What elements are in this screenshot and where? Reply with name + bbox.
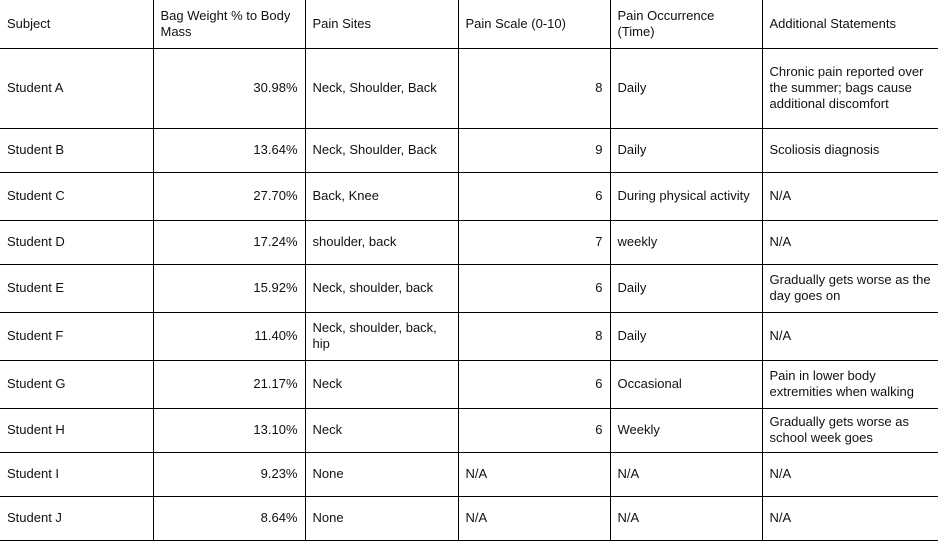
cell-subject: Student I bbox=[0, 452, 153, 496]
cell-pain-scale: 8 bbox=[458, 312, 610, 360]
cell-pain-occurrence: Weekly bbox=[610, 408, 762, 452]
table-row bbox=[0, 312, 938, 360]
header-pain-occurrence: Pain Occurrence (Time) bbox=[610, 0, 762, 48]
cell-pain-sites: None bbox=[305, 496, 458, 540]
cell-additional-statements: N/A bbox=[762, 172, 938, 220]
cell-additional-statements: Gradually gets worse as school week goes bbox=[762, 408, 938, 452]
cell-additional-statements: N/A bbox=[762, 452, 938, 496]
cell-additional-statements: Pain in lower body extremities when walking bbox=[762, 360, 938, 408]
cell-pain-occurrence: Occasional bbox=[610, 360, 762, 408]
cell-pain-scale: 6 bbox=[458, 264, 610, 312]
cell-pain-scale: 6 bbox=[458, 360, 610, 408]
cell-pain-occurrence: Daily bbox=[610, 128, 762, 172]
cell-subject: Student H bbox=[0, 408, 153, 452]
cell-pain-occurrence: Daily bbox=[610, 48, 762, 128]
cell-subject: Student A bbox=[0, 48, 153, 128]
cell-pain-occurrence: N/A bbox=[610, 452, 762, 496]
cell-subject: Student J bbox=[0, 496, 153, 540]
header-row bbox=[0, 0, 938, 48]
cell-pain-scale: 6 bbox=[458, 172, 610, 220]
cell-bag-weight: 21.17% bbox=[153, 360, 305, 408]
cell-bag-weight: 13.64% bbox=[153, 128, 305, 172]
cell-pain-sites: Neck, Shoulder, Back bbox=[305, 128, 458, 172]
cell-additional-statements: N/A bbox=[762, 312, 938, 360]
cell-subject: Student B bbox=[0, 128, 153, 172]
cell-subject: Student D bbox=[0, 220, 153, 264]
cell-additional-statements: Scoliosis diagnosis bbox=[762, 128, 938, 172]
cell-bag-weight: 17.24% bbox=[153, 220, 305, 264]
cell-pain-scale: N/A bbox=[458, 452, 610, 496]
table-row bbox=[0, 360, 938, 408]
cell-pain-sites: Neck bbox=[305, 360, 458, 408]
cell-pain-sites: Neck, shoulder, back bbox=[305, 264, 458, 312]
cell-pain-scale: 7 bbox=[458, 220, 610, 264]
cell-bag-weight: 13.10% bbox=[153, 408, 305, 452]
header-additional-statements: Additional Statements bbox=[762, 0, 938, 48]
cell-bag-weight: 30.98% bbox=[153, 48, 305, 128]
header-bag-weight: Bag Weight % to Body Mass bbox=[153, 0, 305, 48]
header-subject: Subject bbox=[0, 0, 153, 48]
cell-pain-sites: Neck bbox=[305, 408, 458, 452]
table-row bbox=[0, 408, 938, 452]
cell-bag-weight: 27.70% bbox=[153, 172, 305, 220]
cell-pain-sites: Back, Knee bbox=[305, 172, 458, 220]
cell-pain-scale: 8 bbox=[458, 48, 610, 128]
table-row bbox=[0, 48, 938, 128]
cell-subject: Student C bbox=[0, 172, 153, 220]
cell-pain-sites: Neck, Shoulder, Back bbox=[305, 48, 458, 128]
cell-pain-sites: Neck, shoulder, back, hip bbox=[305, 312, 458, 360]
cell-pain-scale: 9 bbox=[458, 128, 610, 172]
cell-pain-sites: shoulder, back bbox=[305, 220, 458, 264]
cell-bag-weight: 8.64% bbox=[153, 496, 305, 540]
cell-additional-statements: N/A bbox=[762, 220, 938, 264]
cell-bag-weight: 15.92% bbox=[153, 264, 305, 312]
cell-bag-weight: 9.23% bbox=[153, 452, 305, 496]
cell-pain-scale: N/A bbox=[458, 496, 610, 540]
cell-pain-sites: None bbox=[305, 452, 458, 496]
cell-pain-occurrence: Daily bbox=[610, 312, 762, 360]
table-row bbox=[0, 452, 938, 496]
cell-pain-scale: 6 bbox=[458, 408, 610, 452]
header-pain-scale: Pain Scale (0-10) bbox=[458, 0, 610, 48]
cell-pain-occurrence: N/A bbox=[610, 496, 762, 540]
table-row bbox=[0, 496, 938, 540]
cell-pain-occurrence: Daily bbox=[610, 264, 762, 312]
cell-subject: Student G bbox=[0, 360, 153, 408]
table-row bbox=[0, 172, 938, 220]
cell-additional-statements: N/A bbox=[762, 496, 938, 540]
cell-subject: Student E bbox=[0, 264, 153, 312]
table-row bbox=[0, 220, 938, 264]
header-pain-sites: Pain Sites bbox=[305, 0, 458, 48]
cell-additional-statements: Gradually gets worse as the day goes on bbox=[762, 264, 938, 312]
table-row bbox=[0, 264, 938, 312]
cell-bag-weight: 11.40% bbox=[153, 312, 305, 360]
table-row bbox=[0, 128, 938, 172]
cell-additional-statements: Chronic pain reported over the summer; bags cause additional discomfort bbox=[762, 48, 938, 128]
cell-subject: Student F bbox=[0, 312, 153, 360]
cell-pain-occurrence: weekly bbox=[610, 220, 762, 264]
cell-pain-occurrence: During physical activity bbox=[610, 172, 762, 220]
